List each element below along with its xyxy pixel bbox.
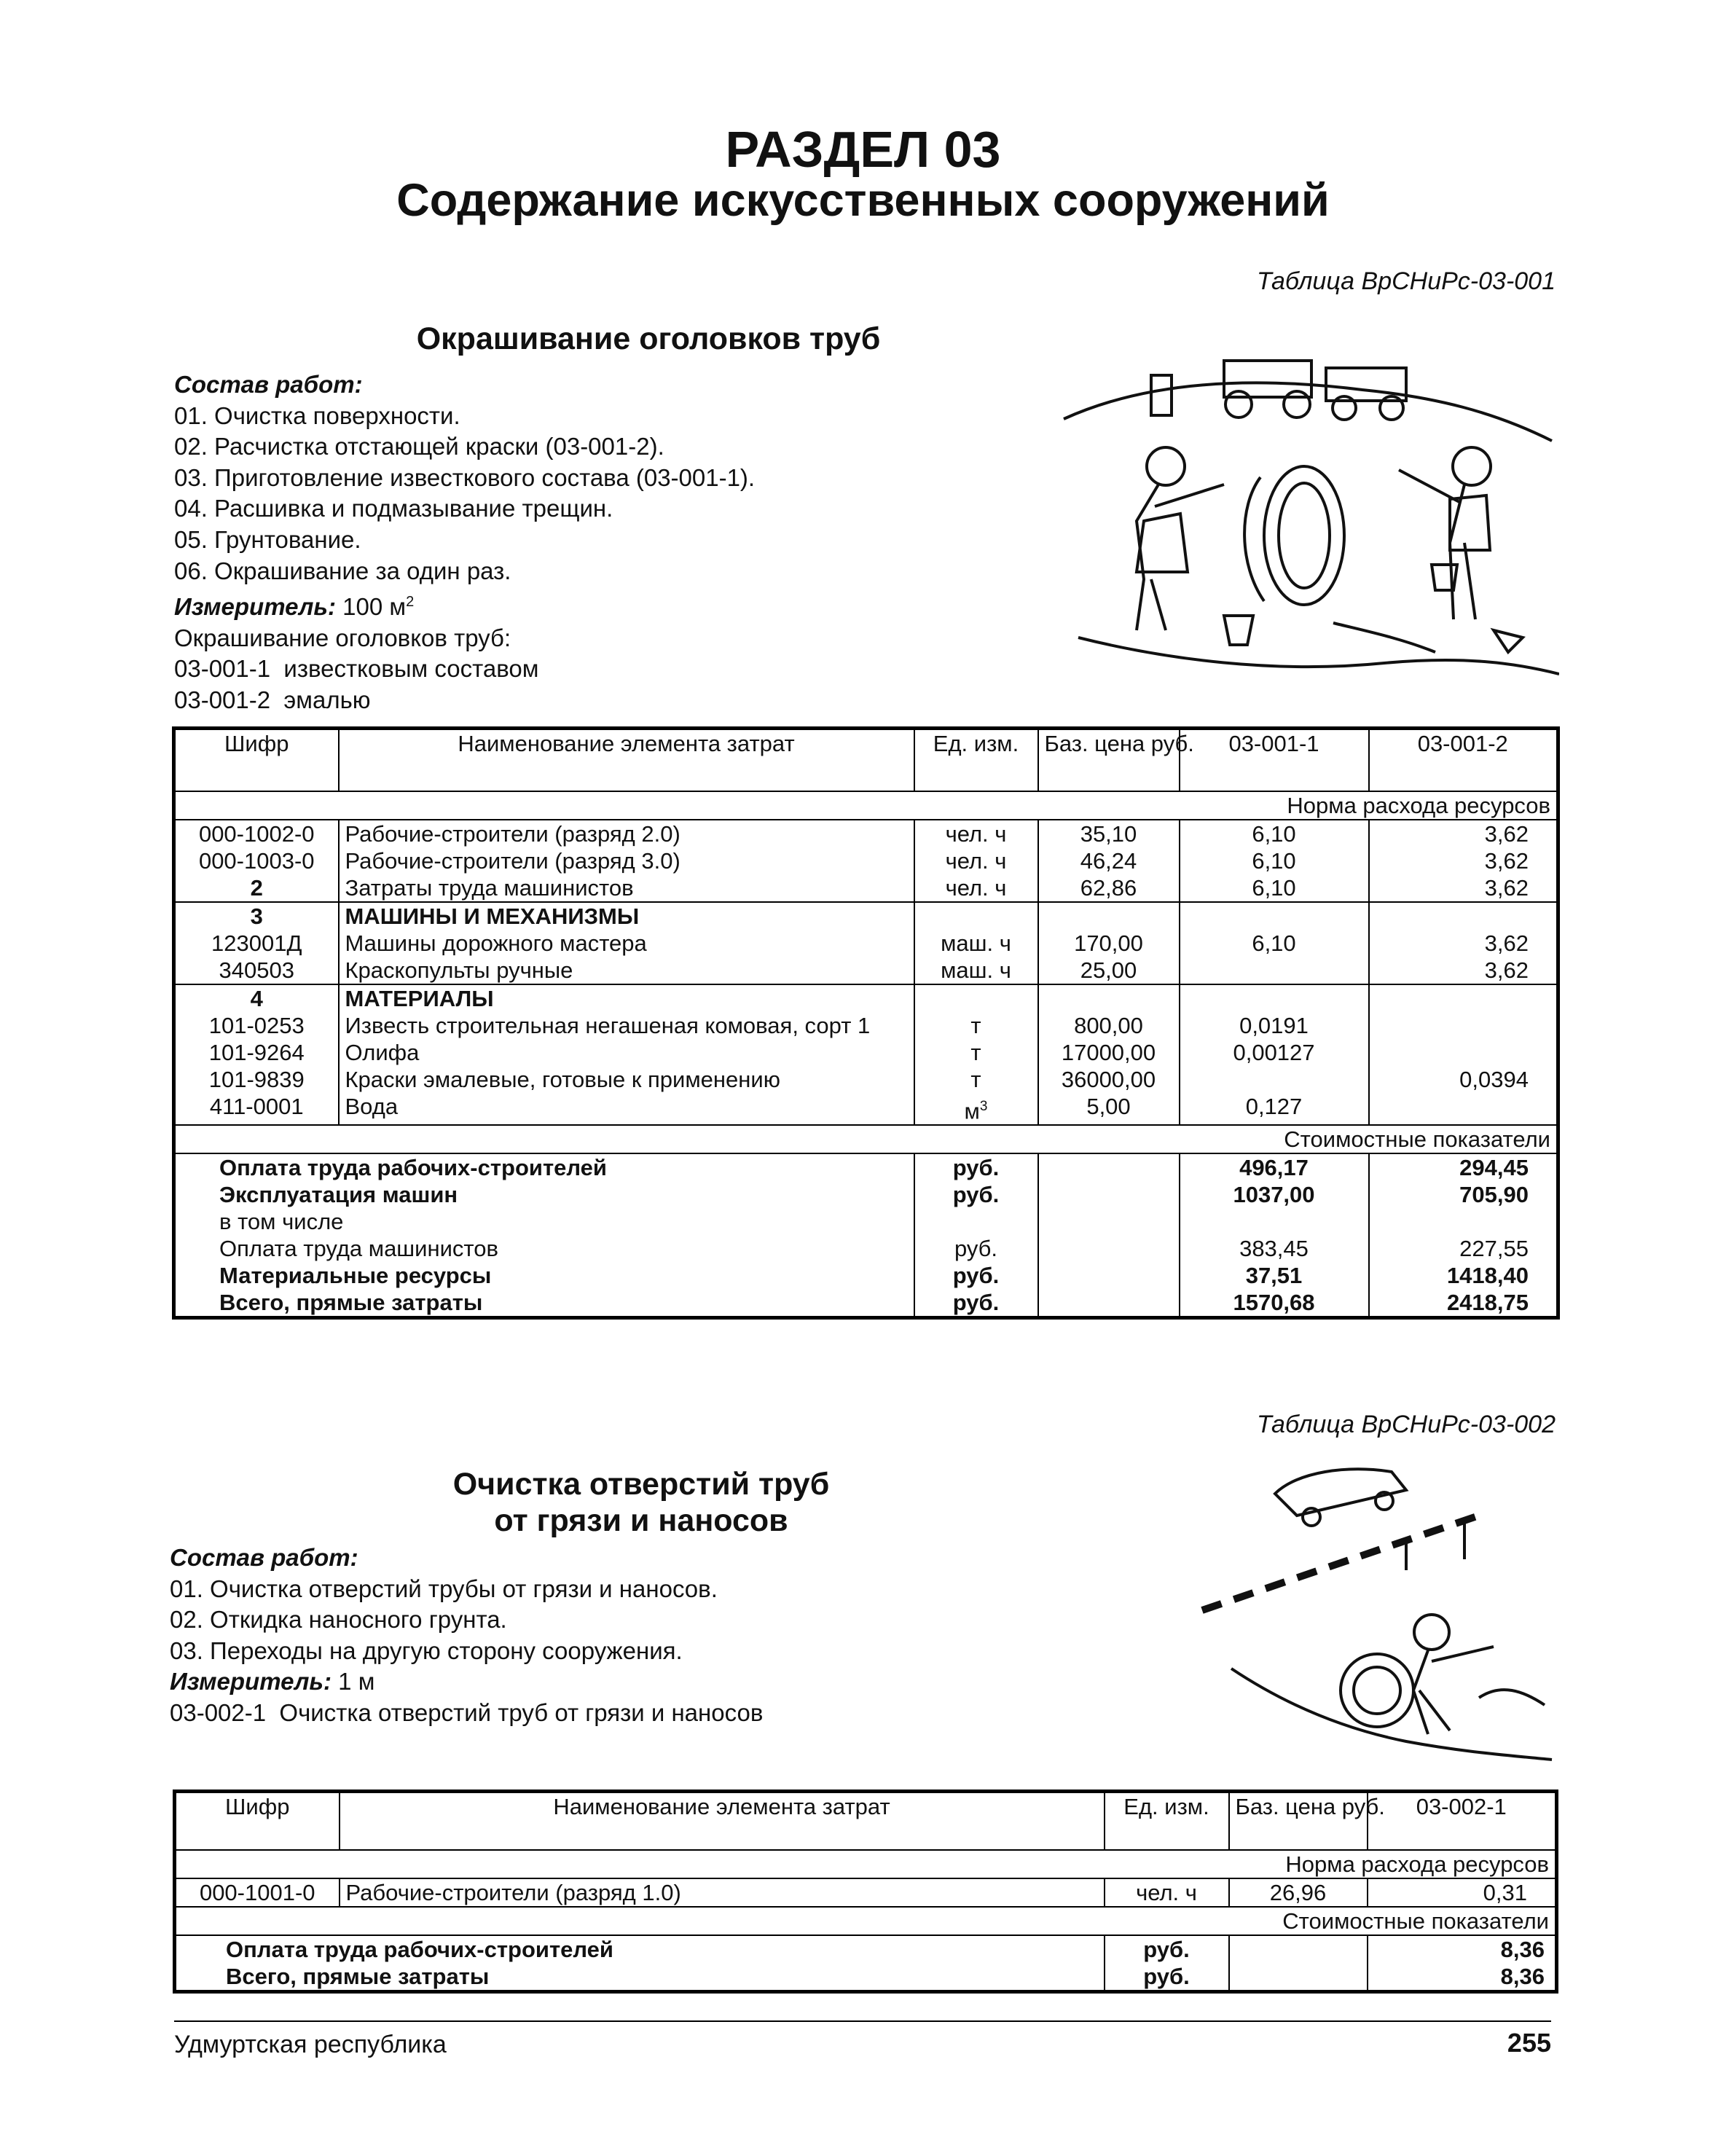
cell-price (1038, 902, 1180, 930)
cell-v1: 0,0191 (1180, 1012, 1369, 1039)
cell-name: Затраты труда машинистов (339, 874, 914, 902)
work-step: 05. Грунтование. (174, 525, 361, 553)
table-row (174, 984, 1558, 1012)
cell-name: Известь строительная негашеная комовая, сорт 1 (339, 1012, 914, 1039)
total-label: Оплата труда машинистов (219, 1235, 498, 1261)
cell-unit: т (914, 1012, 1038, 1039)
cell-v2 (1369, 1093, 1558, 1125)
total-unit: руб. (914, 1153, 1038, 1181)
cell-code: 340503 (174, 957, 339, 984)
norm-caption: Норма расхода ресурсов (174, 791, 1558, 820)
total-v1 (1180, 1208, 1369, 1235)
total-v1: 1037,00 (1180, 1181, 1369, 1208)
table2-title (379, 1466, 903, 1539)
work-step: 02. Расчистка отстающей краски (03-001-2). (174, 433, 664, 460)
total-empty (1229, 1963, 1368, 1992)
total-v2: 1418,40 (1369, 1262, 1558, 1289)
cell-name: МАШИНЫ И МЕХАНИЗМЫ (339, 902, 914, 930)
cell-v1 (1180, 902, 1369, 930)
total-row (175, 1963, 1557, 1992)
page-number: 255 (1507, 2028, 1551, 2058)
total-label: Оплата труда рабочих-строителей (226, 1936, 613, 1962)
cell-price: 17000,00 (1038, 1039, 1180, 1066)
cell-v1: 6,10 (1180, 874, 1369, 902)
cell-name: Краски эмалевые, готовые к применению (339, 1066, 914, 1093)
header-unit: Ед. изм. (914, 729, 1038, 791)
cell-price: 36000,00 (1038, 1066, 1180, 1093)
norm-caption-row (175, 1850, 1557, 1878)
meter-value: 1 м (338, 1668, 375, 1696)
work-step: 06. Окрашивание за один раз. (174, 557, 511, 584)
variant: 03-002-1 Очистка отверстий труб от грязи и наносов (170, 1698, 764, 1726)
cell-name: Краскопульты ручные (339, 957, 914, 984)
total-v1: 37,51 (1180, 1262, 1369, 1289)
cell-code: 2 (174, 874, 339, 902)
cell-unit: чел. ч (914, 820, 1038, 847)
norm-caption: Норма расхода ресурсов (175, 1850, 1557, 1878)
total-unit: руб. (914, 1181, 1038, 1208)
cell-code: 000-1003-0 (198, 847, 315, 874)
composition-label: Состав работ: (170, 1544, 358, 1571)
total-v2 (1369, 1208, 1558, 1235)
cell-price: 800,00 (1038, 1012, 1180, 1039)
cell-unit: чел. ч (914, 847, 1038, 874)
work-step: 01. Очистка отверстий трубы от грязи и наносов. (170, 1575, 718, 1602)
table-row (175, 1878, 1557, 1907)
header-price: Баз. цена руб. (1229, 1792, 1368, 1850)
total-empty (1229, 1935, 1368, 1963)
cell-v2 (1369, 1012, 1558, 1039)
cost-caption-row (175, 1907, 1557, 1935)
work-step: 03. Переходы на другую сторону сооружения. (170, 1636, 683, 1664)
section-subtitle: Содержание искусственных сооружений (396, 175, 1330, 226)
meter-line (170, 1666, 763, 1698)
cell-v1 (1180, 957, 1369, 984)
table2-composition (170, 1542, 763, 1729)
work-step: 02. Откидка наносного грунта. (170, 1606, 507, 1634)
total-label: Всего, прямые затраты (226, 1963, 490, 1989)
total-label: Оплата труда рабочих-строителей (219, 1154, 607, 1180)
table-header-row (174, 729, 1558, 791)
cell-name: Машины дорожного мастера (339, 930, 914, 957)
cell-unit (914, 1093, 1038, 1125)
cell-price: 25,00 (1038, 957, 1180, 984)
pipe-cleaning-illustration (1188, 1450, 1559, 1763)
total-empty (1038, 1235, 1180, 1262)
cell-code: 101-9839 (208, 1066, 305, 1092)
work-step: 03. Приготовление известкового состава (03-001-1). (174, 463, 756, 491)
cell-v2: 3,62 (1369, 957, 1558, 984)
meter-sup: 2 (406, 594, 415, 611)
cell-price: 62,86 (1038, 874, 1180, 902)
cell-name: МАТЕРИАЛЫ (339, 984, 914, 1012)
cell-v2 (1369, 1039, 1558, 1066)
total-v2: 705,90 (1369, 1181, 1558, 1208)
cell-name: Рабочие-строители (разряд 2.0) (339, 820, 914, 847)
cell-unit: т (914, 1039, 1038, 1066)
cell-v1: 0,00127 (1180, 1039, 1369, 1066)
composition-label: Состав работ: (174, 371, 363, 398)
header-code: Шифр (175, 1792, 340, 1850)
table1-costs (172, 726, 1560, 1320)
cell-v1: 0,127 (1180, 1093, 1369, 1125)
total-label: Всего, прямые затраты (219, 1289, 483, 1315)
variant: 03-001-2 эмалью (174, 686, 371, 713)
table2-title-line2: от грязи и наносов (494, 1503, 788, 1538)
total-label: Эксплуатация машин (219, 1181, 458, 1207)
header-code: Шифр (174, 729, 339, 791)
cell-price (1038, 984, 1180, 1012)
total-row (174, 1262, 1558, 1289)
cell-code: 101-9264 (208, 1039, 305, 1065)
cell-v2 (1369, 902, 1558, 930)
table1-composition (174, 369, 755, 716)
cell-v2: 3,62 (1369, 930, 1558, 957)
table-row (174, 1039, 1558, 1066)
cell-code: 411-0001 (174, 1093, 339, 1125)
total-empty (1038, 1153, 1180, 1181)
cell-v1 (1180, 984, 1369, 1012)
total-row (174, 1181, 1558, 1208)
total-v1: 496,17 (1180, 1153, 1369, 1181)
total-v2: 294,45 (1369, 1153, 1558, 1181)
norm-caption-row (174, 791, 1558, 820)
variants-intro: Окрашивание оголовков труб: (174, 624, 511, 651)
meter-label: Измеритель: (174, 593, 336, 621)
cell-price: 35,10 (1038, 820, 1180, 847)
total-v2: 227,55 (1369, 1235, 1558, 1262)
table-row (174, 1066, 1558, 1093)
header-name: Наименование элемента затрат (339, 729, 914, 791)
unit-text: м (964, 1097, 980, 1124)
cell-unit (914, 902, 1038, 930)
cell-price: 5,00 (1038, 1093, 1180, 1125)
table-header-row (175, 1792, 1557, 1850)
work-step: 01. Очистка поверхности. (174, 401, 460, 429)
footer-rule (174, 2020, 1551, 2022)
cell-unit: чел. ч (914, 874, 1038, 902)
cell-price: 170,00 (1038, 930, 1180, 957)
table2-ref: Таблица ВрСНиРс-03-002 (1256, 1411, 1556, 1438)
total-row (175, 1935, 1557, 1963)
total-empty (1038, 1262, 1180, 1289)
pipe-painting-illustration (1056, 332, 1559, 678)
meter-label: Измеритель: (170, 1668, 332, 1696)
total-v1: 1570,68 (1180, 1289, 1369, 1318)
cost-caption-row (174, 1125, 1558, 1153)
cell-v2: 3,62 (1369, 847, 1558, 874)
cell-code: 000-1001-0 (175, 1878, 340, 1907)
cell-v1: 0,31 (1368, 1878, 1557, 1907)
total-v2: 2418,75 (1369, 1289, 1558, 1318)
meter-line (174, 587, 755, 623)
table-row (174, 902, 1558, 930)
variant: 03-001-1 известковым составом (174, 655, 539, 683)
header-unit: Ед. изм. (1105, 1792, 1229, 1850)
cell-v2: 0,0394 (1369, 1066, 1558, 1093)
table1-ref: Таблица ВрСНиРс-03-001 (1256, 267, 1556, 295)
total-empty (1038, 1289, 1180, 1318)
cell-unit: маш. ч (914, 957, 1038, 984)
meter-value: 100 м (342, 593, 407, 621)
cell-name: Вода (339, 1093, 914, 1125)
table-row (174, 957, 1558, 984)
total-label: Материальные ресурсы (219, 1262, 492, 1288)
cell-v2 (1369, 984, 1558, 1012)
cell-v1 (1180, 1066, 1369, 1093)
table2-costs (173, 1790, 1558, 1994)
header-price: Баз. цена руб. (1038, 729, 1180, 791)
total-row (174, 1153, 1558, 1181)
table-row (174, 847, 1558, 874)
header-col1: 03-002-1 (1368, 1792, 1557, 1850)
cell-unit: маш. ч (914, 930, 1038, 957)
total-unit: руб. (914, 1262, 1038, 1289)
cell-code: 123001Д (211, 930, 302, 956)
footer-region: Удмуртская республика (174, 2031, 447, 2058)
total-empty (1038, 1208, 1180, 1235)
cost-caption: Стоимостные показатели (175, 1907, 1557, 1935)
total-v1: 383,45 (1180, 1235, 1369, 1262)
cell-v2: 3,62 (1369, 820, 1558, 847)
table2-title-line1: Очистка отверстий труб (452, 1467, 830, 1502)
header-col1: 03-001-1 (1180, 729, 1369, 791)
total-unit: руб. (1105, 1963, 1229, 1992)
header-col2: 03-001-2 (1369, 729, 1558, 791)
cell-price: 26,96 (1229, 1878, 1368, 1907)
total-unit: руб. (914, 1289, 1038, 1318)
cell-code: 3 (250, 903, 263, 929)
cell-unit (914, 984, 1038, 1012)
cell-v1: 6,10 (1180, 930, 1369, 957)
total-unit (914, 1208, 1038, 1235)
total-row (174, 1235, 1558, 1262)
cell-code: 4 (250, 985, 263, 1011)
cell-unit: т (914, 1066, 1038, 1093)
total-label: в том числе (219, 1208, 344, 1234)
total-row (174, 1289, 1558, 1318)
unit-sup: 3 (979, 1098, 988, 1114)
table1-title: Окрашивание оголовков труб (416, 321, 881, 356)
table-row (174, 820, 1558, 847)
table-row (174, 1093, 1558, 1125)
table-row (174, 930, 1558, 957)
table-row (174, 874, 1558, 902)
table-row (174, 1012, 1558, 1039)
section-title: РАЗДЕЛ 03 (725, 121, 1001, 178)
cell-price: 46,24 (1038, 847, 1180, 874)
cell-code: 000-1002-0 (198, 820, 315, 847)
cell-code: 101-0253 (208, 1012, 305, 1038)
cell-unit: чел. ч (1105, 1878, 1229, 1907)
cost-caption: Стоимостные показатели (174, 1125, 1558, 1153)
cell-name: Рабочие-строители (разряд 1.0) (340, 1878, 1105, 1907)
header-name: Наименование элемента затрат (340, 1792, 1105, 1850)
total-v1: 8,36 (1368, 1963, 1557, 1992)
cell-v1: 6,10 (1180, 847, 1369, 874)
total-v1: 8,36 (1368, 1935, 1557, 1963)
work-step: 04. Расшивка и подмазывание трещин. (174, 495, 613, 522)
cell-name: Олифа (339, 1039, 914, 1066)
cell-name: Рабочие-строители (разряд 3.0) (339, 847, 914, 874)
total-row (174, 1208, 1558, 1235)
total-empty (1038, 1181, 1180, 1208)
total-unit: руб. (914, 1235, 1038, 1262)
total-unit: руб. (1105, 1935, 1229, 1963)
cell-v2: 3,62 (1369, 874, 1558, 902)
cell-v1: 6,10 (1180, 820, 1369, 847)
